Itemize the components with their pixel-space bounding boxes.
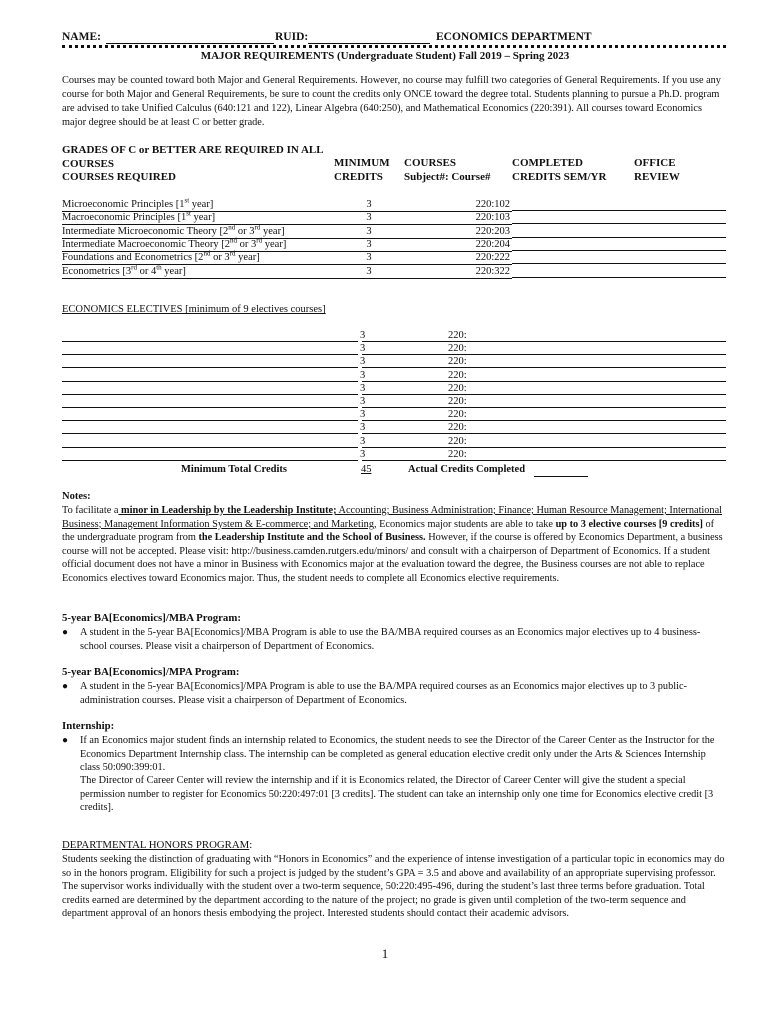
elective-code: 220: (448, 448, 467, 460)
course-year-mid: or 3 (235, 225, 255, 237)
course-year-tail: year] (161, 265, 186, 277)
elective-code: 220: (448, 382, 467, 394)
elective-row (62, 369, 726, 382)
honors-title (62, 839, 252, 851)
bullet-icon: ● (62, 681, 69, 692)
elective-credits: 3 (360, 409, 366, 421)
completed-credits-field[interactable] (512, 251, 726, 264)
notes-title: Notes: (62, 491, 91, 502)
document-subtitle: MAJOR REQUIREMENTS (Undergraduate Student) Fall 2019 – Spring 2023 (200, 50, 570, 62)
course-year-sup: nd (230, 236, 238, 245)
course-name-cell (62, 265, 358, 279)
course-credits: 3 (358, 251, 380, 265)
elective-row (62, 448, 726, 461)
elective-credits: 3 (360, 422, 366, 434)
notes-business-minors: Accounting; Business Administration; Finance; Human Resource Management; International Business; Management Information System & E-commerce; and Marketing, (62, 505, 723, 530)
table-row (62, 238, 726, 251)
elective-row (62, 408, 726, 421)
elective-code: 220: (448, 369, 467, 381)
mpa-title: 5-year BA[Economics]/MPA Program: (62, 666, 240, 678)
elective-row (62, 329, 726, 342)
course-name: Foundations and Econometrics [2 (62, 252, 204, 264)
course-credits: 3 (358, 265, 380, 279)
course-name: Intermediate Microeconomic Theory [2 (62, 225, 229, 237)
actual-credits-label: Actual Credits Completed (408, 464, 526, 475)
col-min-credits (334, 157, 390, 184)
elective-row (62, 421, 726, 434)
course-year-mid: or 3 (237, 238, 257, 250)
elective-code: 220: (448, 356, 467, 368)
page-number: 1 (381, 946, 389, 961)
elective-credits: 3 (360, 330, 366, 341)
course-name-cell (62, 198, 358, 212)
elective-code: 220: (448, 435, 467, 447)
table-row (62, 198, 726, 211)
course-name: Econometrics [3 (62, 265, 132, 277)
bullet-icon: ● (62, 735, 69, 746)
course-year-mid: or 4 (136, 265, 157, 277)
col-office (634, 157, 680, 184)
elective-row (62, 395, 726, 408)
mpa-text: A student in the 5-year BA[Economics]/MPA Program is able to use the BA/MPA required courses as an Economics major electives up to 3 public-administration courses. Please visit a chairperson of Department of Economics. (80, 681, 687, 706)
course-name: Microeconomic Principles [1 (62, 199, 185, 210)
courses-line2: Subject#: Course# (404, 170, 491, 183)
course-year-tail: year] (190, 212, 216, 224)
notes-text-d: Economics major students are able to take (376, 518, 556, 530)
notes-text-a: To facilitate a (62, 505, 119, 516)
course-credits: 3 (358, 211, 380, 225)
notes-minor-leadership: minor in Leadership by the Leadership Institute; (118, 505, 337, 516)
course-year-sup: st (184, 196, 190, 205)
course-code: 220:322 (380, 265, 512, 279)
course-year-mid: or 3 (210, 252, 230, 264)
course-name: Intermediate Macroeconomic Theory [2 (62, 238, 231, 250)
course-year-tail: year] (260, 225, 285, 237)
courses-label: COURSES (62, 157, 114, 170)
completed-credits-field[interactable] (512, 198, 726, 211)
completed-credits-field[interactable] (512, 211, 726, 224)
table-row (62, 211, 726, 224)
ruid-label: RUID: (275, 31, 309, 43)
name-field-line[interactable] (106, 43, 274, 44)
course-code: 220:102 (380, 198, 512, 212)
elective-code: 220: (448, 396, 467, 407)
course-year-sup: st (186, 209, 191, 218)
course-year-sup: rd (131, 263, 137, 271)
min-total-value: 45 (361, 464, 372, 475)
department-name: ECONOMICS DEPARTMENT (436, 31, 592, 43)
actual-credits-field[interactable] (534, 476, 588, 477)
courses-required-label: COURSES REQUIRED (62, 171, 176, 183)
elective-credits: 3 (360, 448, 366, 460)
course-credits: 3 (358, 225, 380, 239)
course-year-tail: year] (189, 199, 214, 210)
table-row (62, 265, 726, 278)
course-name-cell (62, 211, 358, 225)
completed-credits-field[interactable] (512, 238, 726, 251)
notes-text-f: of the undergraduate program from (62, 518, 715, 544)
elective-credits: 3 (360, 369, 366, 381)
completed-credits-field[interactable] (512, 225, 726, 238)
course-year-sup2: rd (229, 249, 236, 258)
honors-title-colon: : (249, 839, 253, 851)
course-year-tail: year] (235, 252, 260, 264)
elective-code: 220: (448, 409, 467, 421)
office-line2: REVIEW (634, 170, 680, 183)
course-name: Macroeconomic Principles [1 (62, 212, 187, 224)
elective-credits: 3 (360, 343, 366, 355)
course-year-tail: year] (262, 238, 287, 250)
course-credits: 3 (358, 238, 380, 252)
table-header-grades (62, 144, 324, 185)
table-row (62, 225, 726, 238)
honors-paragraph: Students seeking the distinction of graduating with “Honors in Economics” and the experience of intense investigation of a particular topic in economics may do so in the honors program. Eligibility for such a project is judged by the student’s GPA = 3.5 and above and availability of an appropriate supervising professor. The supervisor works individually with the student over a two-term sequence, 50:220:495-496, during the student’s last three terms before graduation. Total credits earned are determined by the department according to the nature of the project; no grade is given until completion of the two-term sequence and department approval of an honors thesis embodying the project. Interested students should contact their academic advisors. (62, 854, 725, 920)
elective-row (62, 342, 726, 355)
elective-code: 220: (448, 343, 467, 355)
course-year-sup: nd (228, 223, 236, 232)
completed-line2: CREDITS SEM/YR (512, 170, 607, 183)
intro-paragraph: Courses may be counted toward both Major and General Requirements. However, no course may fulfill two categories of General Requirements. If you use any course for both Major and General Requirements, be sure to count the credits only ONCE toward the degree total. Students planning to pursue a Ph.D. program are advised to take Unified Calculus (640:121 and 122), Linear Algebra (640:250), and Mathematical Economics (220:391). All courses toward Economics major degree should be at least C or better grade. (62, 75, 721, 128)
course-year-sup2: rd (256, 236, 263, 245)
course-year-sup2: th (156, 263, 162, 271)
completed-line1: COMPLETED (512, 157, 583, 169)
col-completed (512, 157, 606, 184)
notes-text-h: However, if the course is offered by Economics Department, a business course will not be accepted. Please visit: http://business.camden.rutgers.edu/minors/ and consult with a chairperson of Department of Economics. If a student official document does not have a minor in Business with Economics major at the evaluation toward the degree, the Business courses are not able to replace Economics electives toward Economics major. Thus, the student needs to complete all Economics elective requirements. (62, 532, 723, 584)
completed-credits-field[interactable] (512, 265, 726, 278)
grades-requirement: GRADES OF C or BETTER ARE REQUIRED IN ALL (62, 144, 324, 156)
internship-text-1: If an Economics major student finds an internship related to Economics, the student needs to see the Director of the Career Center as the Instructor for the Economics Department Internship class. The internship can be completed as general education elective credit only under the Arts & Sciences Internship class 50:090:399:01. (80, 735, 715, 773)
elective-credits: 3 (360, 356, 366, 368)
elective-course-field[interactable] (62, 460, 358, 461)
course-year-sup2: rd (254, 223, 261, 232)
min-credits-line1: MINIMUM (334, 157, 390, 169)
internship-title: Internship: (62, 720, 115, 732)
elective-credits: 3 (360, 435, 366, 447)
elective-code: 220: (448, 422, 467, 434)
honors-title-text: DEPARTMENTAL HONORS PROGRAM (62, 839, 250, 851)
dotted-divider (62, 45, 726, 48)
elective-row (62, 355, 726, 368)
bullet-icon: ● (62, 627, 69, 638)
course-name-cell (62, 225, 358, 239)
course-code: 220:222 (380, 251, 512, 265)
mba-title: 5-year BA[Economics]/MBA Program: (62, 612, 241, 624)
elective-credits: 3 (360, 396, 366, 407)
courses-line1: COURSES (404, 157, 456, 169)
notes-paragraph (62, 504, 726, 586)
name-label: NAME: (62, 31, 101, 43)
internship-text-2: The Director of Career Center will review the internship and if it is Economics related, the Director of Career Center will give the student a special permission number to register for Economics 50:220:497:01 [3 credits]. The student can take an internship only one time for Economics elective credit [3 credits]. (80, 775, 714, 813)
course-name-cell (62, 251, 358, 265)
elective-credits: 3 (360, 382, 366, 394)
course-credits: 3 (358, 198, 380, 212)
elective-row (62, 382, 726, 395)
ruid-field-line[interactable] (308, 43, 430, 44)
course-code: 220:203 (380, 225, 512, 239)
notes-leadership-school: the Leadership Institute and the School of Business. (198, 532, 426, 544)
min-total-label: Minimum Total Credits (181, 464, 287, 475)
elective-code: 220: (448, 330, 467, 341)
electives-title: ECONOMICS ELECTIVES [minimum of 9 electives courses] (62, 304, 326, 315)
course-year-sup: nd (203, 249, 211, 258)
col-courses (404, 157, 490, 184)
office-line1: OFFICE (634, 157, 676, 169)
course-code: 220:103 (380, 211, 512, 225)
elective-row (62, 435, 726, 448)
notes-elective-limit: up to 3 elective courses [9 credits] (555, 518, 703, 530)
elective-completed-field[interactable] (362, 460, 726, 461)
min-credits-line2: CREDITS (334, 170, 383, 183)
course-code: 220:204 (380, 238, 512, 252)
mba-text: A student in the 5-year BA[Economics]/MBA Program is able to use the BA/MBA required courses as an Economics major electives up to 4 business-school courses. Please visit a chairperson of Department of Economics. (80, 627, 701, 652)
